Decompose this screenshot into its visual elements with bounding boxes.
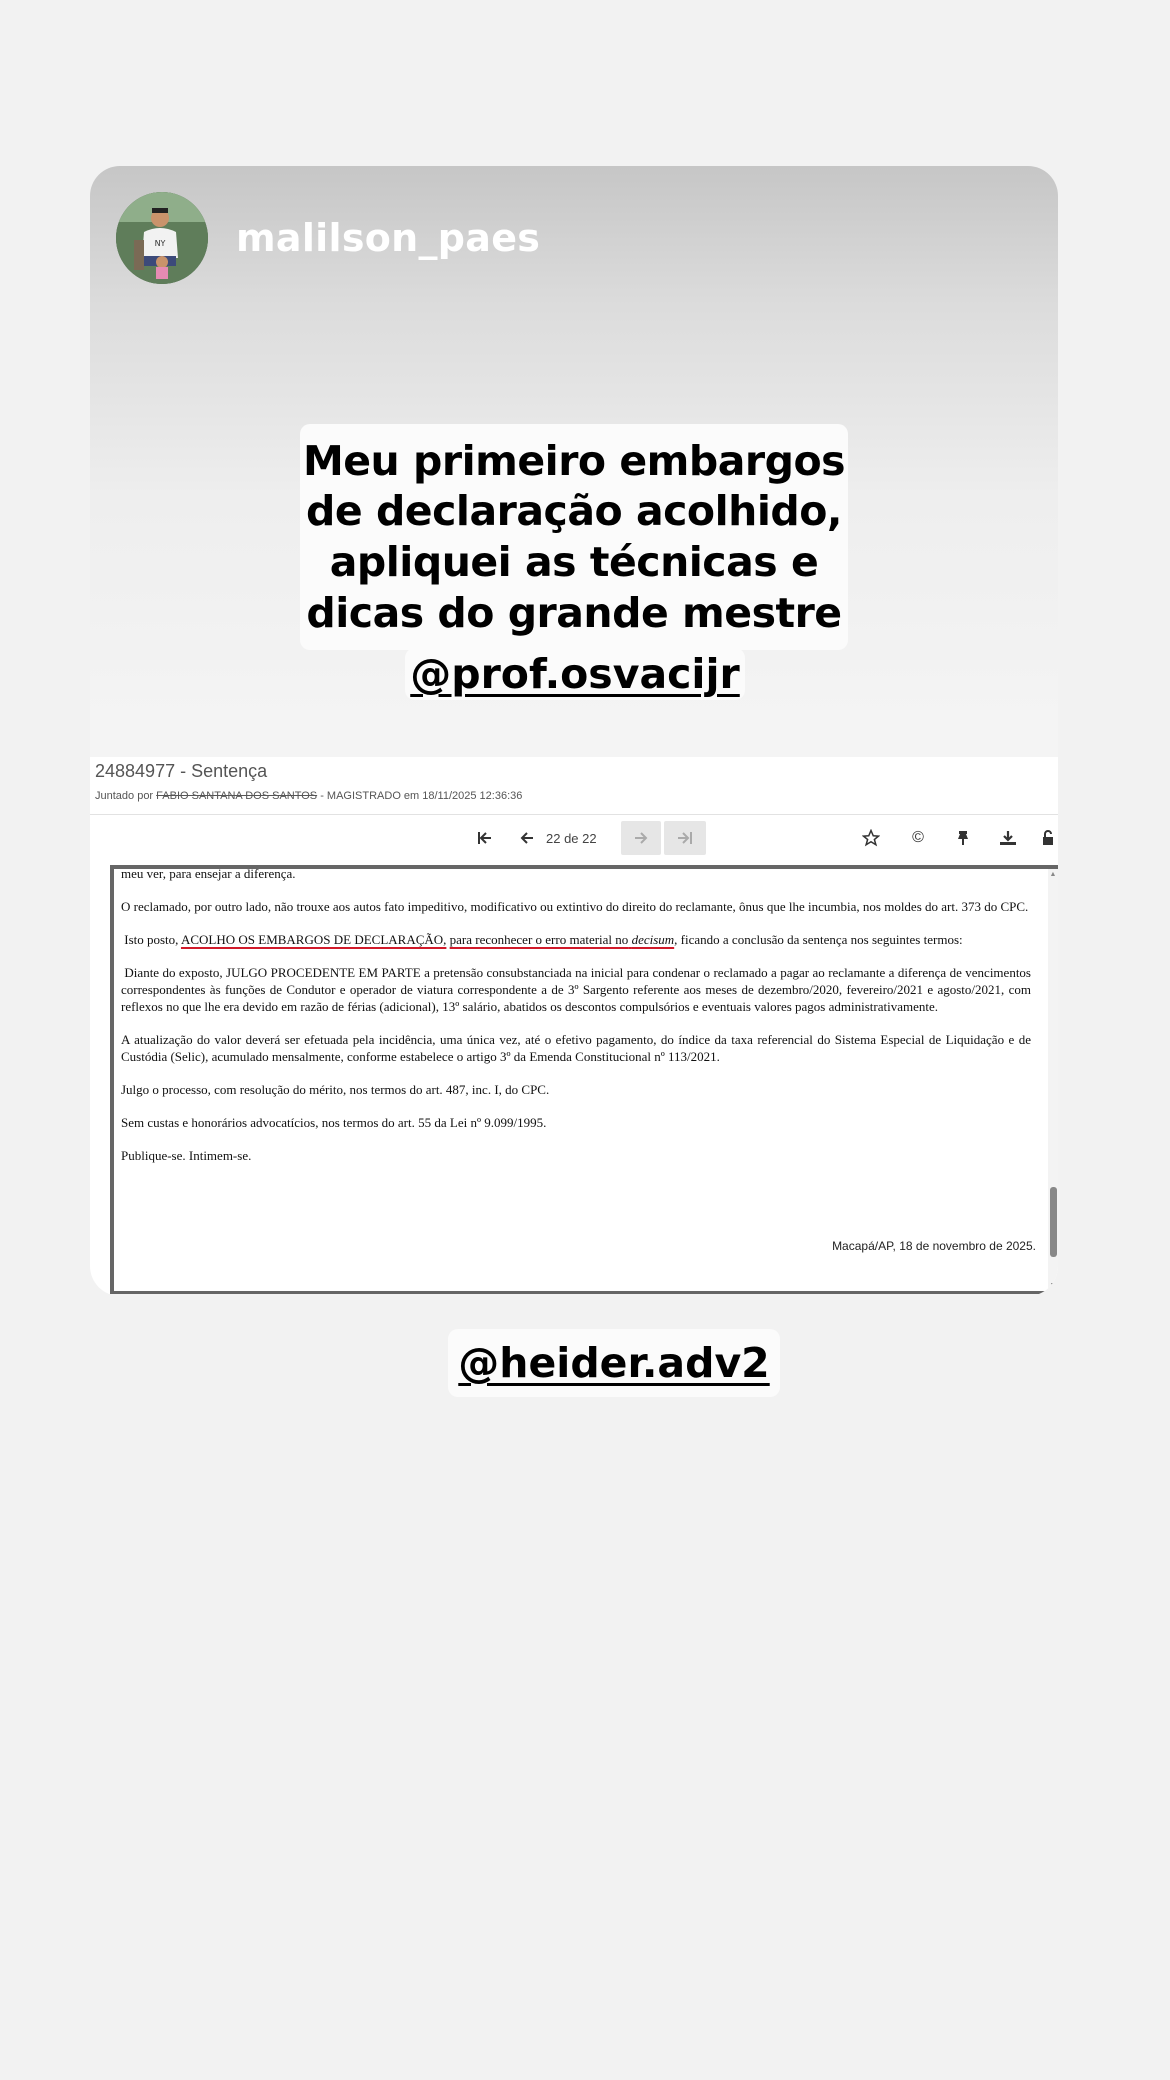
avatar[interactable]: [116, 192, 208, 284]
divider: [90, 814, 1058, 815]
p3-text: Diante do exposto, JULGO PROCEDENTE EM PARTE a pretensão consubstanciada na inicial para condenar o reclamado a pagar ao reclamante a diferença de vencimentos correspondentes às funções de Condutor e operador de viatura correspondente a de 3º Sargento referente aos meses de dezembro/2020, fevereiro/2021 e agosto/2021, com reflexos no que lhe era devido em razão de férias (adicional), 13º salário, abatidos os descontos compulsórios e eventuais valores pagos administrativamente.: [121, 965, 1031, 1014]
page-indicator: 22 de 22: [546, 830, 597, 846]
document-body: [121, 865, 1031, 1180]
redacted-name: FABIO SANTANA DOS SANTOS: [156, 790, 318, 802]
story-header: [116, 192, 540, 284]
avatar-photo: [116, 192, 208, 284]
document-title: 24884977 - Sentença: [95, 761, 268, 781]
scroll-up-icon[interactable]: ▲: [1049, 871, 1057, 878]
p2-decisum: decisum: [631, 932, 675, 947]
p2-end: , ficando a conclusão da sentença nos seguintes termos:: [674, 932, 963, 947]
pdf-viewer[interactable]: [110, 865, 1058, 1294]
lock-icon[interactable]: [1038, 821, 1058, 855]
p2-intro: Isto posto,: [124, 932, 179, 947]
mention-prof-osvacijr[interactable]: @prof.osvacijr: [405, 648, 745, 700]
paragraph-7: Publique-se. Intimem-se.: [121, 1148, 252, 1163]
paragraph-2: [121, 931, 1031, 948]
prev-page-icon[interactable]: [512, 821, 542, 855]
caption-line-4: dicas do grande mestre: [306, 589, 842, 637]
first-page-icon[interactable]: [470, 821, 500, 855]
paragraph-1: O reclamado, por outro lado, não trouxe aos autos fato impeditivo, modificativo ou extintivo do direito do reclamante, ônus que lhe incumbia, nos moldes do art. 373 do CPC.: [121, 899, 1029, 914]
caption-line-1: Meu primeiro embargos: [302, 437, 846, 485]
next-page-icon[interactable]: [621, 821, 661, 855]
document-subtitle: [95, 790, 522, 802]
svg-text:NY: NY: [154, 239, 166, 248]
download-icon[interactable]: [993, 821, 1023, 855]
highlight-erro-material: [450, 932, 675, 947]
star-icon[interactable]: [856, 821, 886, 855]
mention-heider-adv2[interactable]: @heider.adv2: [448, 1329, 780, 1397]
p2-middle: para reconhecer o erro material no: [449, 932, 629, 947]
pin-icon[interactable]: [948, 821, 978, 855]
pdf-toolbar: [90, 821, 1058, 855]
username[interactable]: malilson_paes: [236, 216, 541, 260]
paragraph-6: Sem custas e honorários advocatícios, nos termos do art. 55 da Lei nº 9.099/1995.: [121, 1115, 547, 1130]
paragraph-4: A atualização do valor deverá ser efetuada pela incidência, uma única vez, até o efetivo pagamento, do índice da taxa referencial do Sistema Especial de Liquidação e de Custódia (Selic), acumulado mensalmente, conforme estabelece o artigo 3º da Emenda Constitucional nº 113/2021.: [121, 1032, 1031, 1064]
paragraph-5: Julgo o processo, com resolução do mérito, nos termos do art. 487, inc. I, do CPC.: [121, 1082, 550, 1097]
paragraph-3: [121, 964, 1031, 1015]
caption-line-2: de declaração acolhido,: [306, 487, 842, 535]
last-page-icon[interactable]: [664, 821, 706, 855]
document-screenshot: [90, 757, 1058, 1294]
caption-line-3: apliquei as técnicas e: [329, 538, 819, 586]
highlight-acolho: ACOLHO OS EMBARGOS DE DECLARAÇÃO,: [180, 932, 447, 947]
story-card: [90, 166, 1058, 1296]
scrollbar[interactable]: [1048, 869, 1058, 1291]
copyright-icon[interactable]: ©: [912, 829, 924, 846]
joined-by-suffix: - MAGISTRADO em 18/11/2025 12:36:36: [320, 790, 523, 802]
paragraph-0: meu ver, para ensejar a diferença.: [121, 866, 296, 881]
joined-by-label: Juntado por: [95, 790, 154, 802]
signature-line: Macapá/AP, 18 de novembro de 2025.: [832, 1239, 1036, 1253]
scroll-thumb[interactable]: [1050, 1187, 1057, 1257]
scroll-down-icon[interactable]: ▼: [1049, 1282, 1057, 1289]
